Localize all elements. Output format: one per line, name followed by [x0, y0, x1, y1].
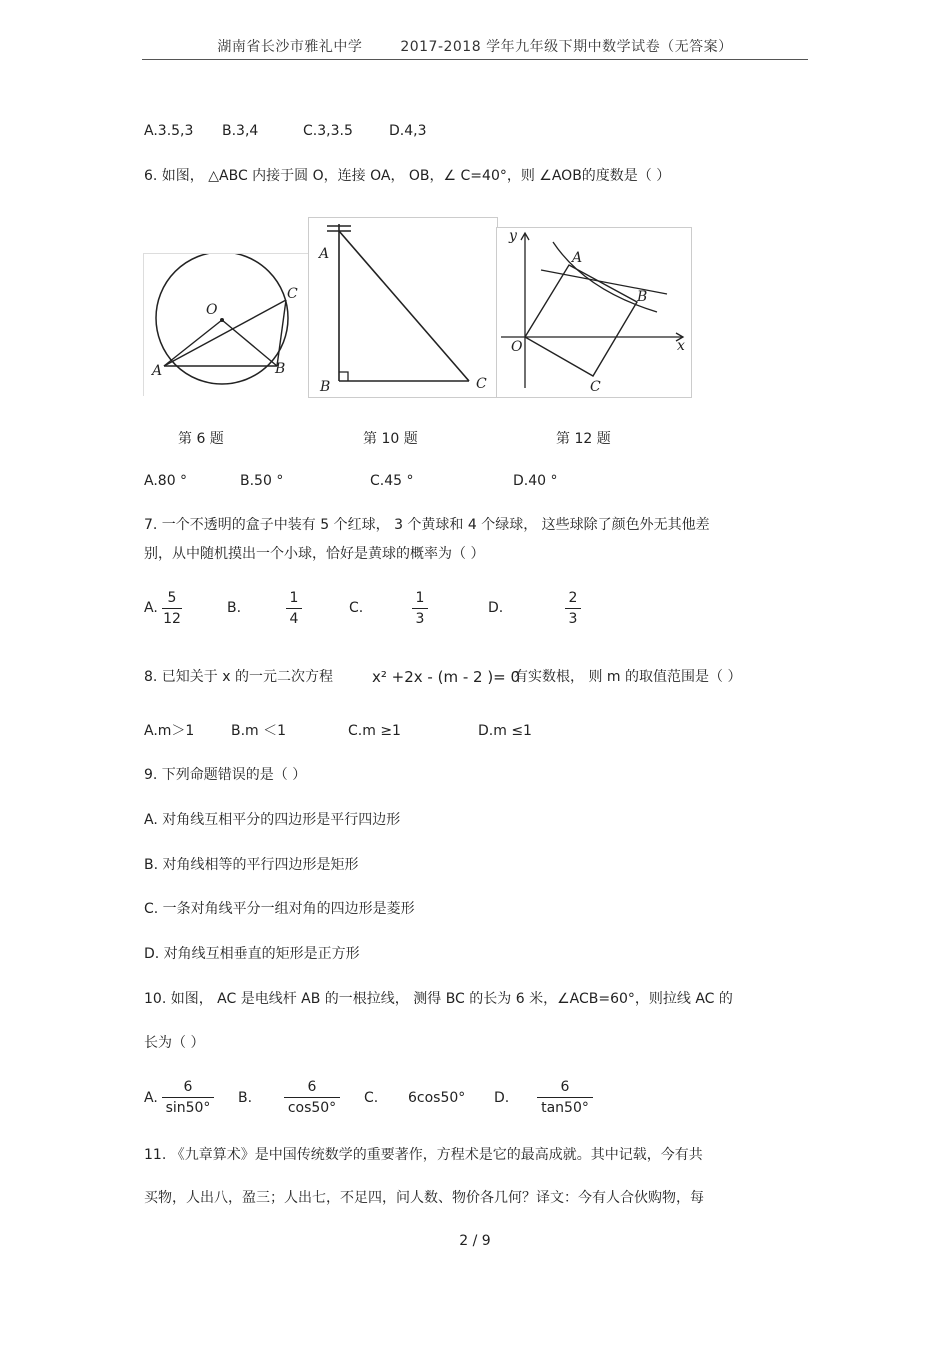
q10-option-c: 6cos50° — [408, 1090, 466, 1106]
q10-stem-line2: 长为（ ） — [144, 1035, 205, 1051]
q8-option-c: C.m ≥1 — [348, 723, 401, 739]
right-angle-mark — [339, 372, 348, 381]
line-ab-extended — [541, 270, 667, 294]
fraction-bar — [286, 608, 302, 609]
segment-ac — [164, 300, 286, 366]
q7-label-c: C. — [349, 600, 364, 616]
q9-option-c: C. 一条对角线平分一组对角的四边形是菱形 — [144, 901, 415, 917]
figure-10 — [308, 217, 498, 398]
header-school: 湖南省长沙市雅礼中学 — [217, 39, 363, 55]
q7-fraction-c — [412, 590, 428, 627]
q5-option-c: C.3,3.5 — [303, 123, 353, 139]
q10-fraction-d — [537, 1079, 593, 1116]
q7-label-a: A. — [144, 600, 158, 616]
q7-fraction-a — [162, 590, 182, 627]
fraction-bar — [162, 608, 182, 609]
q7-fraction-b-den: 4 — [289, 611, 299, 627]
fraction-bar — [284, 1097, 340, 1098]
label-y: y — [509, 228, 517, 244]
q7-fraction-a-den: 12 — [163, 611, 181, 627]
caption-figure-6: 第 6 题 — [178, 431, 224, 447]
label-a: A — [152, 363, 163, 379]
label-o: O — [511, 339, 523, 355]
q7-stem-line1: 7. 一个不透明的盒子中装有 5 个红球， 3 个黄球和 4 个绿球， 这些球除了颜色外无其他差 — [144, 517, 710, 533]
q7-fraction-d-den: 3 — [568, 611, 578, 627]
wire-ac — [339, 231, 469, 381]
q10-fraction-b-num: 6 — [307, 1079, 317, 1095]
figure-6-svg — [144, 254, 309, 396]
square-oacb — [525, 265, 637, 376]
header-divider — [142, 59, 808, 60]
q10-label-d: D. — [494, 1090, 510, 1106]
label-a: A — [572, 250, 583, 266]
q6-option-b: B.50 ° — [240, 473, 284, 489]
q10-fraction-d-num: 6 — [560, 1079, 570, 1095]
q10-label-c: C. — [364, 1090, 379, 1106]
q11-stem-line1: 11. 《九章算术》是中国传统数学的重要著作，方程术是它的最高成就。其中记载，今有共 — [144, 1147, 703, 1163]
caption-figure-10: 第 10 题 — [363, 431, 418, 447]
label-b: B — [320, 379, 331, 395]
figure-12-svg — [497, 228, 691, 397]
q10-fraction-b — [284, 1079, 340, 1116]
header-title: 2017-2018 学年九年级下期中数学试卷（无答案） — [400, 39, 733, 55]
q7-stem-line2: 别，从中随机摸出一个小球，恰好是黄球的概率为（ ） — [144, 546, 485, 562]
segment-oa — [164, 320, 222, 366]
q8-stem-prefix: 8. 已知关于 x 的一元二次方程 — [144, 669, 333, 685]
q8-option-d: D.m ≤1 — [478, 723, 532, 739]
q10-fraction-d-den: tan50° — [541, 1100, 589, 1116]
label-b: B — [275, 361, 286, 377]
q7-fraction-d — [565, 590, 581, 627]
q6-option-a: A.80 ° — [144, 473, 188, 489]
q7-label-b: B. — [227, 600, 242, 616]
q5-option-a: A.3.5,3 — [144, 123, 194, 139]
label-b: B — [637, 289, 648, 305]
q8-stem-suffix: 有实数根， 则 m 的取值范围是（ ） — [514, 669, 742, 685]
q8-equation: x² +2x - (m - 2 )= 0 — [372, 668, 521, 686]
fraction-bar — [537, 1097, 593, 1098]
label-o: O — [206, 302, 218, 318]
fraction-bar — [565, 608, 581, 609]
q7-label-d: D. — [488, 600, 504, 616]
q9-option-a: A. 对角线互相平分的四边形是平行四边形 — [144, 812, 401, 828]
q7-fraction-b-num: 1 — [289, 590, 299, 606]
label-c: C — [590, 379, 601, 395]
q10-label-b: B. — [238, 1090, 253, 1106]
q5-option-d: D.4,3 — [389, 123, 427, 139]
label-x: x — [677, 338, 685, 354]
fraction-bar — [162, 1097, 214, 1098]
label-c: C — [476, 376, 487, 392]
caption-figure-12: 第 12 题 — [556, 431, 611, 447]
q10-fraction-a — [162, 1079, 214, 1116]
q10-label-a: A. — [144, 1090, 158, 1106]
q8-option-b: B.m ＜1 — [231, 723, 287, 739]
q7-fraction-b — [286, 590, 302, 627]
figure-12 — [496, 227, 692, 398]
segment-bc — [277, 300, 286, 366]
figure-10-svg — [309, 218, 497, 397]
page-header — [0, 36, 950, 56]
q7-fraction-c-den: 3 — [415, 611, 425, 627]
q9-option-b: B. 对角线相等的平行四边形是矩形 — [144, 857, 359, 873]
label-c: C — [287, 286, 298, 302]
figure-6 — [143, 253, 309, 396]
q8-option-a: A.m＞1 — [144, 723, 195, 739]
q10-fraction-a-den: sin50° — [165, 1100, 211, 1116]
q10-fraction-a-num: 6 — [183, 1079, 193, 1095]
q7-fraction-a-num: 5 — [167, 590, 177, 606]
q7-fraction-c-num: 1 — [415, 590, 425, 606]
q9-stem: 9. 下列命题错误的是（ ） — [144, 767, 307, 783]
q6-option-d: D.40 ° — [513, 473, 558, 489]
center-point — [220, 318, 224, 322]
q7-fraction-d-num: 2 — [568, 590, 578, 606]
segment-ob — [222, 320, 277, 366]
label-a: A — [319, 246, 330, 262]
fraction-bar — [412, 608, 428, 609]
q11-stem-line2: 买物，人出八，盈三；人出七，不足四，问人数、物价各几何？译文：今有人合伙购物，每 — [144, 1190, 704, 1206]
q10-stem-line1: 10. 如图， AC 是电线杆 AB 的一根拉线， 测得 BC 的长为 6 米，∠ACB=60°，则拉线 AC 的 — [144, 991, 733, 1007]
q6-option-c: C.45 ° — [370, 473, 414, 489]
q6-stem: 6. 如图， △ABC 内接于圆 O，连接 OA， OB，∠ C=40°，则 ∠AOB的度数是（ ） — [144, 168, 671, 184]
page-number: 2 / 9 — [459, 1233, 491, 1249]
q5-option-b: B.3,4 — [222, 123, 259, 139]
q10-fraction-b-den: cos50° — [287, 1100, 337, 1116]
q9-option-d: D. 对角线互相垂直的矩形是正方形 — [144, 946, 360, 962]
